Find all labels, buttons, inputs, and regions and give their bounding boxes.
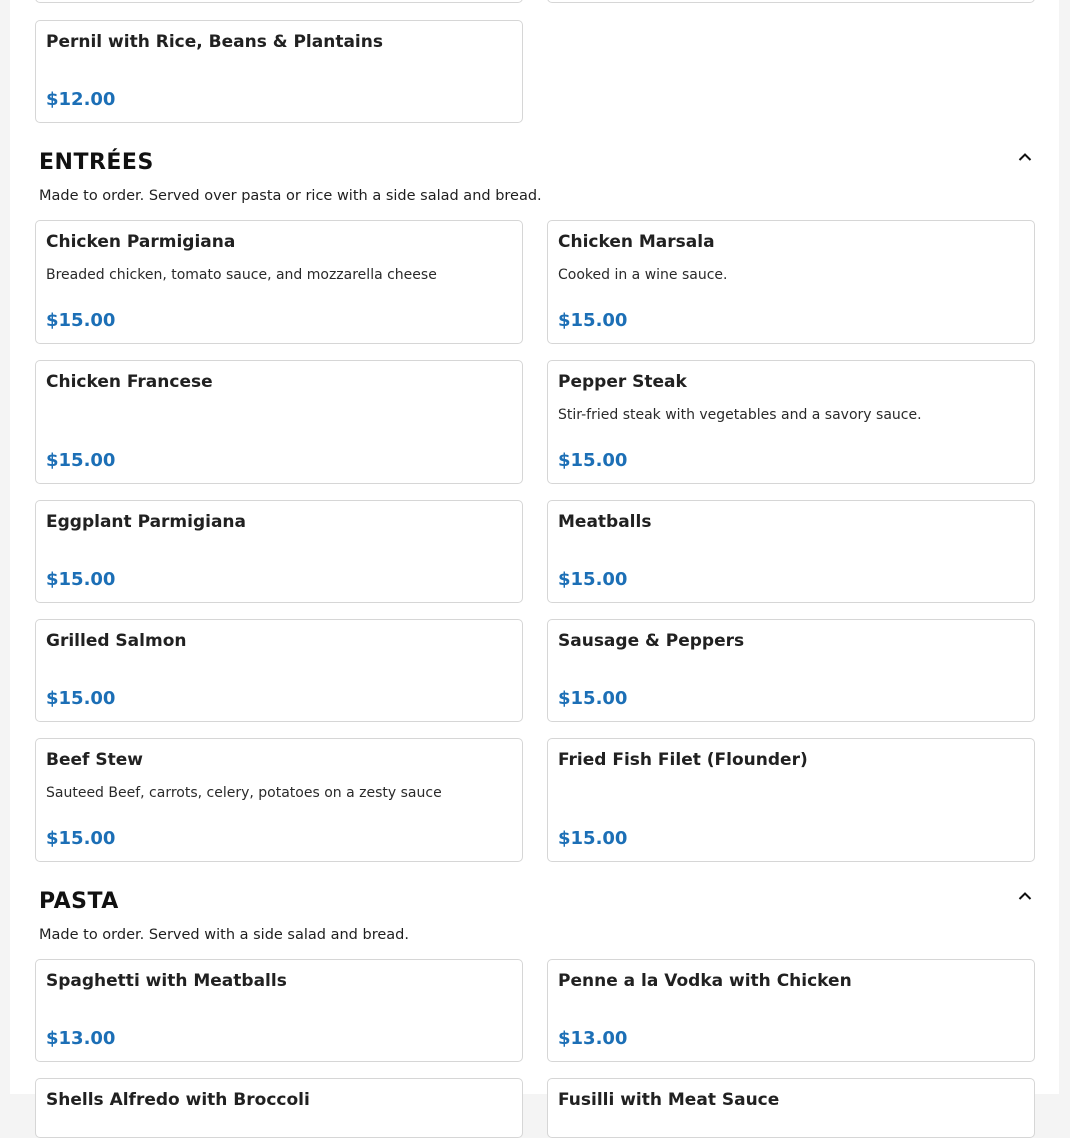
section-subtitle-entrees: Made to order. Served over pasta or rice with a side salad and bread. — [39, 188, 542, 204]
menu-item-description: Sauteed Beef, carrots, celery, potatoes on a zesty sauce — [46, 785, 442, 801]
menu-item-description: Cooked in a wine sauce. — [558, 267, 728, 283]
menu-item-name: Chicken Francese — [46, 372, 213, 392]
menu-item-card[interactable] — [547, 0, 1035, 3]
chevron-up-icon — [1018, 152, 1032, 162]
menu-item-card[interactable] — [35, 0, 523, 3]
menu-item-name: Sausage & Peppers — [558, 631, 745, 651]
collapse-section-pasta-button[interactable] — [1015, 886, 1035, 906]
collapse-section-entrees-button[interactable] — [1015, 147, 1035, 167]
menu-item-card[interactable] — [35, 500, 523, 603]
menu-item-price: $13.00 — [558, 1028, 628, 1049]
menu-item-price: $15.00 — [558, 688, 628, 709]
menu-item-card[interactable] — [35, 20, 523, 123]
menu-item-price: $13.00 — [46, 1028, 116, 1049]
menu-item-card[interactable] — [35, 360, 523, 484]
menu-item-price: $15.00 — [46, 569, 116, 590]
menu-item-price: $15.00 — [46, 450, 116, 471]
chevron-up-icon — [1018, 891, 1032, 901]
menu-item-name: Pernil with Rice, Beans & Plantains — [46, 32, 383, 52]
menu-item-price: $15.00 — [46, 828, 116, 849]
menu-item-price: $15.00 — [46, 688, 116, 709]
menu-item-description: Stir-fried steak with vegetables and a savory sauce. — [558, 407, 922, 423]
menu-item-name: Eggplant Parmigiana — [46, 512, 247, 532]
menu-item-name: Shells Alfredo with Broccoli — [46, 1090, 310, 1110]
menu-item-card[interactable] — [547, 959, 1035, 1062]
menu-item-price: $15.00 — [558, 450, 628, 471]
section-title-pasta: PASTA — [39, 889, 119, 914]
menu-item-card[interactable] — [35, 220, 523, 344]
menu-item-card[interactable] — [547, 1078, 1035, 1138]
section-subtitle-pasta: Made to order. Served with a side salad and bread. — [39, 927, 409, 943]
section-title-entrees: ENTRÉES — [39, 150, 154, 175]
menu-item-price: $12.00 — [46, 89, 116, 110]
menu-item-price: $15.00 — [558, 310, 628, 331]
menu-item-card[interactable] — [35, 619, 523, 722]
menu-item-name: Chicken Parmigiana — [46, 232, 236, 252]
menu-item-card[interactable] — [547, 619, 1035, 722]
menu-page — [10, 0, 1059, 1110]
menu-item-card[interactable] — [35, 959, 523, 1062]
menu-item-name: Beef Stew — [46, 750, 143, 770]
menu-item-name: Penne a la Vodka with Chicken — [558, 971, 852, 991]
menu-item-description: Breaded chicken, tomato sauce, and mozzarella cheese — [46, 267, 437, 283]
menu-item-name: Fried Fish Filet (Flounder) — [558, 750, 808, 770]
menu-item-price: $15.00 — [46, 310, 116, 331]
menu-item-card[interactable] — [35, 738, 523, 862]
menu-item-card[interactable] — [547, 738, 1035, 862]
menu-item-price: $15.00 — [558, 569, 628, 590]
menu-item-card[interactable] — [547, 220, 1035, 344]
menu-item-name: Spaghetti with Meatballs — [46, 971, 287, 991]
menu-item-name: Fusilli with Meat Sauce — [558, 1090, 780, 1110]
menu-item-price: $15.00 — [558, 828, 628, 849]
menu-item-name: Meatballs — [558, 512, 652, 532]
menu-item-name: Chicken Marsala — [558, 232, 715, 252]
menu-item-name: Pepper Steak — [558, 372, 687, 392]
menu-item-card[interactable] — [35, 1078, 523, 1138]
menu-item-card[interactable] — [547, 500, 1035, 603]
menu-item-name: Grilled Salmon — [46, 631, 187, 651]
menu-item-card[interactable] — [547, 360, 1035, 484]
